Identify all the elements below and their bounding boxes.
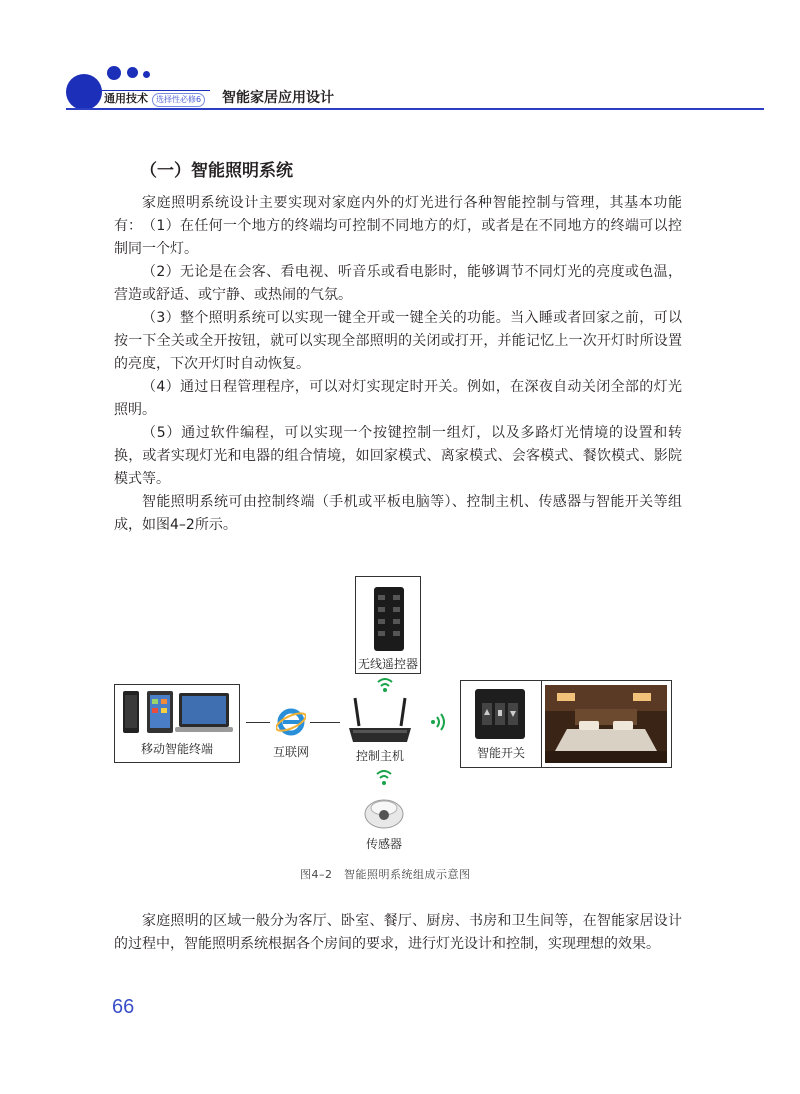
book-title: 智能家居应用设计 [222,90,334,106]
internet-explorer-icon [276,706,306,738]
host-label: 控制主机 [355,749,404,763]
paragraph: （4）通过日程管理程序，可以对灯实现定时开关。例如，在深夜自动关闭全部的灯光照明。 [114,379,682,418]
divider [541,681,542,767]
wifi-icon [374,770,394,788]
switch-label: 智能开关 [476,746,525,760]
internet-label: 互联网 [272,745,309,759]
router-icon [345,696,415,748]
section-title: （一）智能照明系统 [140,161,293,181]
sensor-label: 传感器 [365,837,402,851]
series-subtitle: 选择性必修6 [152,93,205,107]
paragraph: （2）无论是在会客、看电视、听音乐或看电影时，能够调节不同灯光的亮度或色温，营造或舒适、或宁静、或热闹的气氛。 [114,264,682,303]
terminal-label: 移动智能终端 [140,742,213,756]
page-number: 66 [112,996,135,1018]
smart-switch-icon [475,689,525,739]
paragraph: （3）整个照明系统可以实现一键全开或一键全关的功能。当入睡或者回家之前，可以按一下全关或全开按钮，就可以实现全部照明的关闭或打开，并能记忆上一次开灯时所设置的亮度，下次开灯时自动恢复。 [114,310,682,372]
paragraph: （5）通过软件编程，可以实现一个按键控制一组灯，以及多路灯光情境的设置和转换，或者实现灯光和电器的组合情境，如回家模式、离家模式、会客模式、餐饮模式、影院模式等。 [114,425,682,487]
paragraph: 智能照明系统可由控制终端（手机或平板电脑等）、控制主机、传感器与智能开关等组成，如图4–2所示。 [114,494,682,533]
bedroom-image [545,685,667,763]
terminal-box [114,684,240,763]
connector-line [310,722,340,723]
remote-control-box [355,576,421,674]
remote-control-icon [356,577,420,655]
switch-box [460,680,672,768]
wifi-icon [375,676,395,694]
remote-label: 无线遥控器 [357,657,418,671]
paragraph: 家庭照明的区域一般分为客厅、卧室、餐厅、厨房、书房和卫生间等，在智能家居设计的过程中，智能照明系统根据各个房间的要求，进行灯光设计和控制，实现理想的效果。 [114,913,682,952]
figure-caption: 图4–2 智能照明系统组成示意图 [300,868,471,881]
devices-icon [115,685,239,741]
connector-line [246,722,270,723]
series-title: 通用技术 [104,92,148,105]
paragraph: 家庭照明系统设计主要实现对家庭内外的灯光进行各种智能控制与管理，其基本功能有： [114,195,682,234]
header-rule [66,108,764,110]
wifi-icon [430,712,448,732]
paragraph: （1）在任何一个地方的终端均可控制不同地方的灯，或者是在不同地方的终端可以控制同一个灯。 [114,218,682,257]
sensor-icon [363,794,405,830]
